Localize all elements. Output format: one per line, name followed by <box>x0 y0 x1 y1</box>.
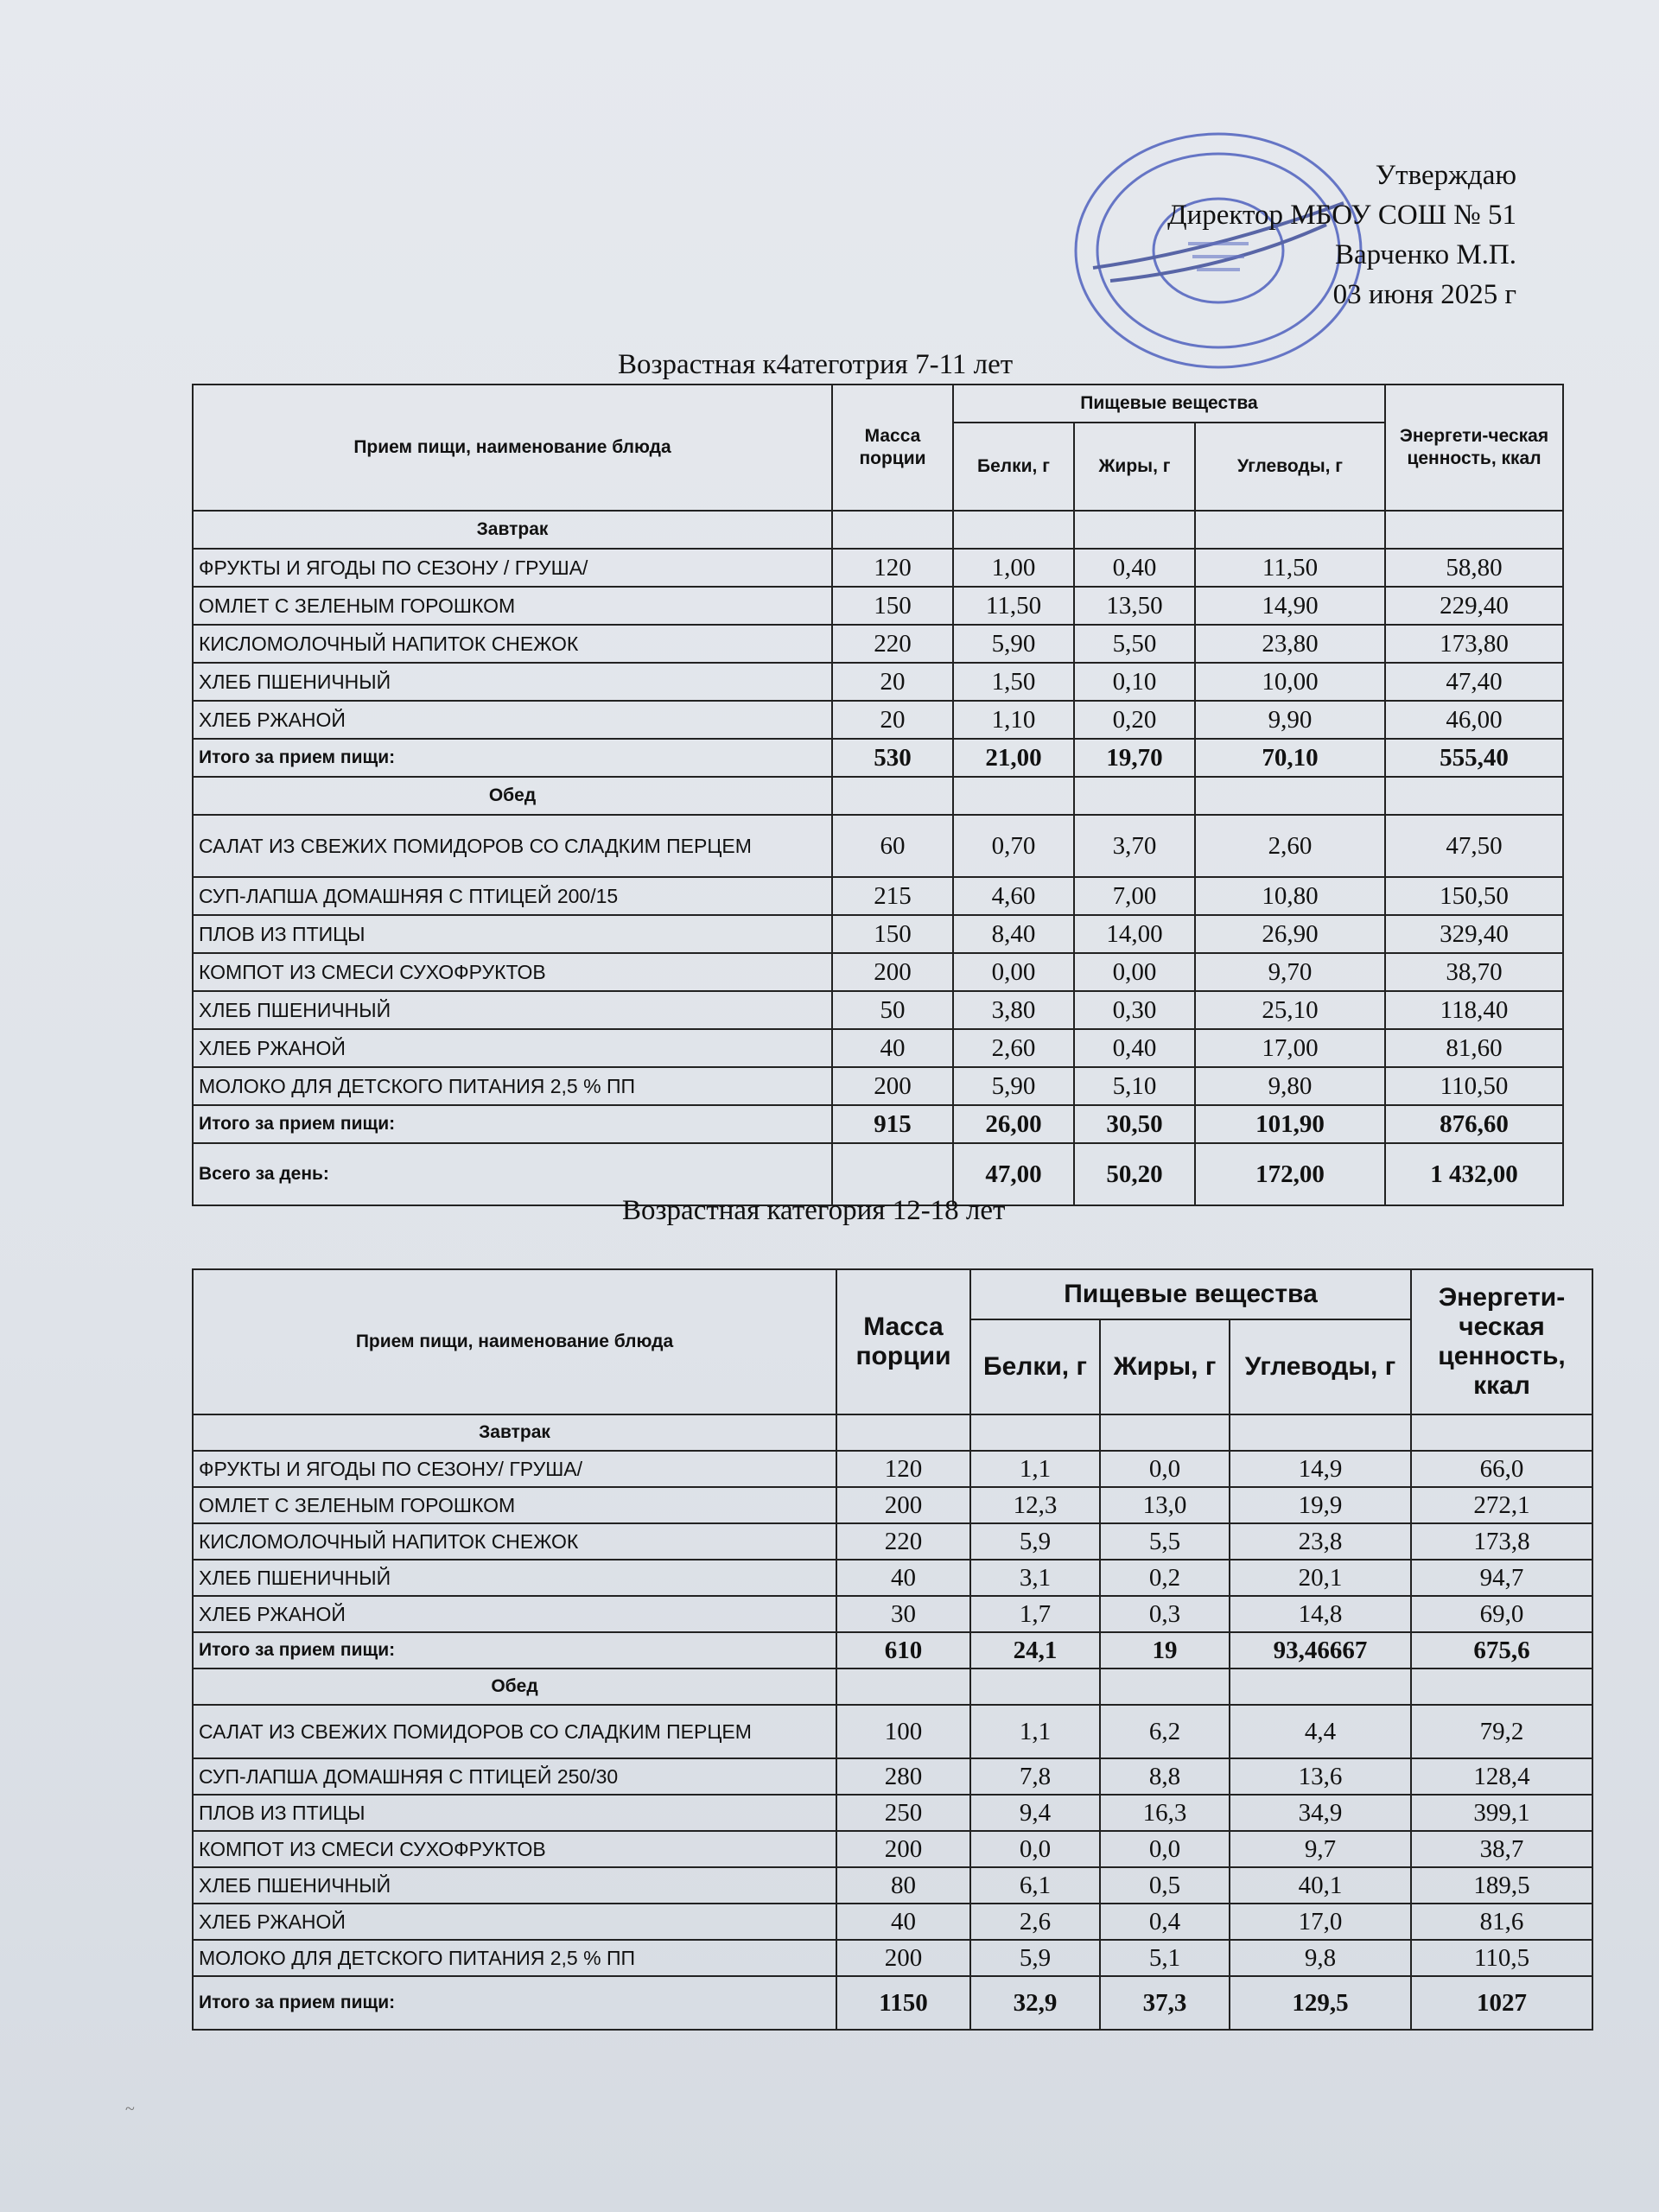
cell-mass: 100 <box>836 1705 970 1758</box>
cell-mass: 150 <box>832 587 953 625</box>
cell-protein: 2,6 <box>970 1904 1100 1940</box>
cell-fat: 0,20 <box>1074 701 1195 739</box>
cell-protein: 5,9 <box>970 1940 1100 1976</box>
table-row <box>193 1758 1592 1795</box>
table-row <box>193 587 1563 625</box>
section-label: Обед <box>193 1669 836 1705</box>
cell-protein: 3,1 <box>970 1560 1100 1596</box>
empty-cell <box>970 1414 1100 1451</box>
cell-mass: 20 <box>832 663 953 701</box>
cell-mass: 40 <box>836 1904 970 1940</box>
dish-name: ХЛЕБ ПШЕНИЧНЫЙ <box>193 1560 836 1596</box>
cell-fat: 0,0 <box>1100 1831 1230 1867</box>
dish-name: ОМЛЕТ С ЗЕЛЕНЫМ ГОРОШКОМ <box>193 1487 836 1523</box>
cell-energy: 150,50 <box>1385 877 1563 915</box>
empty-cell <box>832 777 953 815</box>
dish-name: СУП-ЛАПША ДОМАШНЯЯ С ПТИЦЕЙ 200/15 <box>193 877 832 915</box>
dish-name: МОЛОКО ДЛЯ ДЕТСКОГО ПИТАНИЯ 2,5 % ПП <box>193 1940 836 1976</box>
cell-carbs: 9,7 <box>1230 1831 1411 1867</box>
cell-protein: 1,10 <box>953 701 1074 739</box>
dish-name: ФРУКТЫ И ЯГОДЫ ПО СЕЗОНУ / ГРУША/ <box>193 549 832 587</box>
cell-protein: 1,1 <box>970 1705 1100 1758</box>
cell-carbs: 17,0 <box>1230 1904 1411 1940</box>
table-row <box>193 1451 1592 1487</box>
cell-carbs: 9,80 <box>1195 1067 1385 1105</box>
cell-fat: 37,3 <box>1100 1976 1230 2030</box>
cell-carbs: 93,46667 <box>1230 1632 1411 1669</box>
cell-fat: 50,20 <box>1074 1143 1195 1205</box>
cell-fat: 3,70 <box>1074 815 1195 877</box>
cell-mass: 610 <box>836 1632 970 1669</box>
cell-mass: 215 <box>832 877 953 915</box>
empty-cell <box>1195 511 1385 549</box>
cell-mass: 80 <box>836 1867 970 1904</box>
table-row <box>193 1867 1592 1904</box>
dish-name: КОМПОТ ИЗ СМЕСИ СУХОФРУКТОВ <box>193 1831 836 1867</box>
header-carbs: Углеводы, г <box>1195 423 1385 511</box>
cell-protein: 0,0 <box>970 1831 1100 1867</box>
cell-carbs: 10,80 <box>1195 877 1385 915</box>
table-row <box>193 877 1563 915</box>
cell-energy: 118,40 <box>1385 991 1563 1029</box>
cell-carbs: 20,1 <box>1230 1560 1411 1596</box>
cell-energy: 79,2 <box>1411 1705 1592 1758</box>
dish-name: САЛАТ ИЗ СВЕЖИХ ПОМИДОРОВ СО СЛАДКИМ ПЕРЦЕМ <box>193 1705 836 1758</box>
header-carbs: Углеводы, г <box>1230 1319 1411 1414</box>
dish-name: КИСЛОМОЛОЧНЫЙ НАПИТОК СНЕЖОК <box>193 625 832 663</box>
menu-table-7-11 <box>192 384 1564 1206</box>
cell-energy: 1 432,00 <box>1385 1143 1563 1205</box>
cell-energy: 876,60 <box>1385 1105 1563 1143</box>
cell-protein: 7,8 <box>970 1758 1100 1795</box>
cell-energy: 399,1 <box>1411 1795 1592 1831</box>
cell-energy: 173,8 <box>1411 1523 1592 1560</box>
dish-name: САЛАТ ИЗ СВЕЖИХ ПОМИДОРОВ СО СЛАДКИМ ПЕРЦЕМ <box>193 815 832 877</box>
cell-protein: 1,50 <box>953 663 1074 701</box>
cell-carbs: 14,90 <box>1195 587 1385 625</box>
cell-mass: 120 <box>832 549 953 587</box>
cell-protein: 24,1 <box>970 1632 1100 1669</box>
cell-carbs: 40,1 <box>1230 1867 1411 1904</box>
cell-fat: 30,50 <box>1074 1105 1195 1143</box>
cell-carbs: 4,4 <box>1230 1705 1411 1758</box>
cell-carbs: 19,9 <box>1230 1487 1411 1523</box>
cell-mass: 20 <box>832 701 953 739</box>
cell-fat: 0,4 <box>1100 1904 1230 1940</box>
cell-mass: 50 <box>832 991 953 1029</box>
empty-cell <box>1385 511 1563 549</box>
cell-protein: 11,50 <box>953 587 1074 625</box>
cell-carbs: 9,70 <box>1195 953 1385 991</box>
empty-cell <box>836 1414 970 1451</box>
cell-energy: 38,7 <box>1411 1831 1592 1867</box>
cell-carbs: 25,10 <box>1195 991 1385 1029</box>
table-row <box>193 1560 1592 1596</box>
section-label: Завтрак <box>193 511 832 549</box>
total-row <box>193 1976 1592 2030</box>
empty-cell <box>1074 777 1195 815</box>
cell-mass: 220 <box>832 625 953 663</box>
cell-energy: 47,40 <box>1385 663 1563 701</box>
cell-carbs: 17,00 <box>1195 1029 1385 1067</box>
cell-carbs: 10,00 <box>1195 663 1385 701</box>
cell-fat: 8,8 <box>1100 1758 1230 1795</box>
cell-energy: 47,50 <box>1385 815 1563 877</box>
table2-title: Возрастная категория 12-18 лет <box>622 1195 1006 1226</box>
cell-energy: 46,00 <box>1385 701 1563 739</box>
cell-mass: 40 <box>832 1029 953 1067</box>
cell-energy: 58,80 <box>1385 549 1563 587</box>
section-label: Обед <box>193 777 832 815</box>
cell-fat: 5,50 <box>1074 625 1195 663</box>
cell-protein: 3,80 <box>953 991 1074 1029</box>
cell-energy: 1027 <box>1411 1976 1592 2030</box>
dish-name: ФРУКТЫ И ЯГОДЫ ПО СЕЗОНУ/ ГРУША/ <box>193 1451 836 1487</box>
cell-carbs: 23,8 <box>1230 1523 1411 1560</box>
cell-protein: 5,90 <box>953 1067 1074 1105</box>
cell-mass: 200 <box>836 1831 970 1867</box>
cell-protein: 0,70 <box>953 815 1074 877</box>
cell-mass: 280 <box>836 1758 970 1795</box>
cell-carbs: 23,80 <box>1195 625 1385 663</box>
table-row <box>193 549 1563 587</box>
cell-energy: 189,5 <box>1411 1867 1592 1904</box>
cell-energy: 38,70 <box>1385 953 1563 991</box>
dish-name: ПЛОВ ИЗ ПТИЦЫ <box>193 1795 836 1831</box>
cell-fat: 7,00 <box>1074 877 1195 915</box>
approval-date: 03 июня 2025 г <box>1332 279 1516 310</box>
header-energy: Энергети-ческая ценность, ккал <box>1411 1269 1592 1414</box>
header-name: Прием пищи, наименование блюда <box>193 1269 836 1414</box>
cell-energy: 173,80 <box>1385 625 1563 663</box>
cell-carbs: 34,9 <box>1230 1795 1411 1831</box>
header-mass: Масса порции <box>832 385 953 511</box>
table-row <box>193 1904 1592 1940</box>
header-nutrients: Пищевые вещества <box>970 1269 1411 1319</box>
cell-protein: 26,00 <box>953 1105 1074 1143</box>
total-row <box>193 739 1563 777</box>
dish-name: КИСЛОМОЛОЧНЫЙ НАПИТОК СНЕЖОК <box>193 1523 836 1560</box>
empty-cell <box>953 511 1074 549</box>
cell-mass: 40 <box>836 1560 970 1596</box>
table1-title: Возрастная к4атеготрия 7-11 лет <box>618 349 1014 380</box>
cell-carbs: 9,8 <box>1230 1940 1411 1976</box>
cell-energy: 128,4 <box>1411 1758 1592 1795</box>
header-nutrients: Пищевые вещества <box>953 385 1385 423</box>
table-row <box>193 1067 1563 1105</box>
empty-cell <box>1100 1669 1230 1705</box>
cell-mass: 200 <box>836 1487 970 1523</box>
cell-fat: 0,3 <box>1100 1596 1230 1632</box>
empty-cell <box>1230 1669 1411 1705</box>
cell-fat: 0,40 <box>1074 549 1195 587</box>
section-row <box>193 777 1563 815</box>
cell-protein: 0,00 <box>953 953 1074 991</box>
cell-mass: 150 <box>832 915 953 953</box>
dish-name: ХЛЕБ РЖАНОЙ <box>193 1029 832 1067</box>
page-mark: ~ <box>125 2100 135 2119</box>
table-row <box>193 1029 1563 1067</box>
empty-cell <box>832 511 953 549</box>
cell-fat: 0,30 <box>1074 991 1195 1029</box>
cell-protein: 1,7 <box>970 1596 1100 1632</box>
empty-cell <box>970 1669 1100 1705</box>
cell-mass: 915 <box>832 1105 953 1143</box>
empty-cell <box>836 1669 970 1705</box>
cell-carbs: 11,50 <box>1195 549 1385 587</box>
cell-energy: 81,6 <box>1411 1904 1592 1940</box>
empty-cell <box>1195 777 1385 815</box>
cell-energy: 69,0 <box>1411 1596 1592 1632</box>
cell-carbs: 14,9 <box>1230 1451 1411 1487</box>
cell-fat: 13,50 <box>1074 587 1195 625</box>
table-row <box>193 1795 1592 1831</box>
cell-fat: 6,2 <box>1100 1705 1230 1758</box>
table-row <box>193 991 1563 1029</box>
cell-fat: 16,3 <box>1100 1795 1230 1831</box>
cell-protein: 9,4 <box>970 1795 1100 1831</box>
table-row <box>193 701 1563 739</box>
cell-energy: 94,7 <box>1411 1560 1592 1596</box>
cell-protein: 6,1 <box>970 1867 1100 1904</box>
cell-fat: 0,00 <box>1074 953 1195 991</box>
cell-protein: 1,00 <box>953 549 1074 587</box>
header-protein: Белки, г <box>970 1319 1100 1414</box>
cell-energy: 329,40 <box>1385 915 1563 953</box>
empty-cell <box>953 777 1074 815</box>
cell-protein: 5,9 <box>970 1523 1100 1560</box>
dish-name: ПЛОВ ИЗ ПТИЦЫ <box>193 915 832 953</box>
cell-fat: 0,0 <box>1100 1451 1230 1487</box>
empty-cell <box>1074 511 1195 549</box>
dish-name: ХЛЕБ РЖАНОЙ <box>193 1596 836 1632</box>
section-row <box>193 1669 1592 1705</box>
cell-fat: 19 <box>1100 1632 1230 1669</box>
cell-energy: 272,1 <box>1411 1487 1592 1523</box>
cell-protein: 2,60 <box>953 1029 1074 1067</box>
cell-fat: 19,70 <box>1074 739 1195 777</box>
cell-mass: 250 <box>836 1795 970 1831</box>
cell-energy: 229,40 <box>1385 587 1563 625</box>
empty-cell <box>1411 1669 1592 1705</box>
dish-name: СУП-ЛАПША ДОМАШНЯЯ С ПТИЦЕЙ 250/30 <box>193 1758 836 1795</box>
cell-mass: 200 <box>832 1067 953 1105</box>
cell-protein: 12,3 <box>970 1487 1100 1523</box>
dish-name: Итого за прием пищи: <box>193 1632 836 1669</box>
dish-name: ХЛЕБ ПШЕНИЧНЫЙ <box>193 1867 836 1904</box>
cell-mass: 120 <box>836 1451 970 1487</box>
table-row <box>193 1831 1592 1867</box>
cell-carbs: 9,90 <box>1195 701 1385 739</box>
cell-fat: 5,10 <box>1074 1067 1195 1105</box>
cell-mass: 30 <box>836 1596 970 1632</box>
cell-protein: 4,60 <box>953 877 1074 915</box>
dish-name: ХЛЕБ РЖАНОЙ <box>193 1904 836 1940</box>
empty-cell <box>1100 1414 1230 1451</box>
table-row <box>193 1705 1592 1758</box>
header-name: Прием пищи, наименование блюда <box>193 385 832 511</box>
cell-carbs: 172,00 <box>1195 1143 1385 1205</box>
dish-name: КОМПОТ ИЗ СМЕСИ СУХОФРУКТОВ <box>193 953 832 991</box>
table-row <box>193 1487 1592 1523</box>
cell-mass: 220 <box>836 1523 970 1560</box>
cell-fat: 13,0 <box>1100 1487 1230 1523</box>
dish-name: Итого за прием пищи: <box>193 1976 836 2030</box>
cell-energy: 555,40 <box>1385 739 1563 777</box>
section-row <box>193 511 1563 549</box>
empty-cell <box>1230 1414 1411 1451</box>
dish-name: Итого за прием пищи: <box>193 1105 832 1143</box>
section-row <box>193 1414 1592 1451</box>
table-row <box>193 663 1563 701</box>
approval-position: Директор МБОУ СОШ № 51 <box>1167 200 1516 231</box>
dish-name: МОЛОКО ДЛЯ ДЕТСКОГО ПИТАНИЯ 2,5 % ПП <box>193 1067 832 1105</box>
section-label: Завтрак <box>193 1414 836 1451</box>
cell-protein: 8,40 <box>953 915 1074 953</box>
dish-name: ХЛЕБ РЖАНОЙ <box>193 701 832 739</box>
menu-table-12-18 <box>192 1268 1593 2031</box>
cell-protein: 47,00 <box>953 1143 1074 1205</box>
cell-mass: 1150 <box>836 1976 970 2030</box>
empty-cell <box>1385 777 1563 815</box>
dish-name: ОМЛЕТ С ЗЕЛЕНЫМ ГОРОШКОМ <box>193 587 832 625</box>
approval-line: Утверждаю <box>1375 160 1516 191</box>
cell-carbs: 14,8 <box>1230 1596 1411 1632</box>
table-row <box>193 1523 1592 1560</box>
cell-carbs: 101,90 <box>1195 1105 1385 1143</box>
cell-carbs: 26,90 <box>1195 915 1385 953</box>
cell-fat: 0,2 <box>1100 1560 1230 1596</box>
empty-cell <box>1411 1414 1592 1451</box>
cell-mass: 530 <box>832 739 953 777</box>
dish-name: Всего за день: <box>193 1143 832 1205</box>
cell-fat: 0,10 <box>1074 663 1195 701</box>
cell-fat: 14,00 <box>1074 915 1195 953</box>
cell-energy: 110,5 <box>1411 1940 1592 1976</box>
header-energy: Энергети-ческая ценность, ккал <box>1385 385 1563 511</box>
cell-mass: 60 <box>832 815 953 877</box>
cell-fat: 0,5 <box>1100 1867 1230 1904</box>
table-row <box>193 815 1563 877</box>
cell-mass: 200 <box>836 1940 970 1976</box>
table-row <box>193 1596 1592 1632</box>
cell-carbs: 129,5 <box>1230 1976 1411 2030</box>
cell-protein: 21,00 <box>953 739 1074 777</box>
cell-carbs: 70,10 <box>1195 739 1385 777</box>
approval-signer: Варченко М.П. <box>1334 239 1516 270</box>
cell-protein: 32,9 <box>970 1976 1100 2030</box>
header-protein: Белки, г <box>953 423 1074 511</box>
cell-energy: 81,60 <box>1385 1029 1563 1067</box>
cell-energy: 110,50 <box>1385 1067 1563 1105</box>
cell-mass: 200 <box>832 953 953 991</box>
cell-energy: 66,0 <box>1411 1451 1592 1487</box>
approval-block <box>1167 156 1516 315</box>
cell-protein: 1,1 <box>970 1451 1100 1487</box>
header-mass: Масса порции <box>836 1269 970 1414</box>
total-row <box>193 1632 1592 1669</box>
cell-energy: 675,6 <box>1411 1632 1592 1669</box>
dish-name: ХЛЕБ ПШЕНИЧНЫЙ <box>193 663 832 701</box>
cell-fat: 5,5 <box>1100 1523 1230 1560</box>
table-row <box>193 1940 1592 1976</box>
dish-name: Итого за прием пищи: <box>193 739 832 777</box>
cell-protein: 5,90 <box>953 625 1074 663</box>
cell-carbs: 2,60 <box>1195 815 1385 877</box>
cell-fat: 5,1 <box>1100 1940 1230 1976</box>
total-row <box>193 1105 1563 1143</box>
dish-name: ХЛЕБ ПШЕНИЧНЫЙ <box>193 991 832 1029</box>
table-row <box>193 625 1563 663</box>
header-fat: Жиры, г <box>1100 1319 1230 1414</box>
cell-carbs: 13,6 <box>1230 1758 1411 1795</box>
header-fat: Жиры, г <box>1074 423 1195 511</box>
table-row <box>193 915 1563 953</box>
cell-fat: 0,40 <box>1074 1029 1195 1067</box>
table-row <box>193 953 1563 991</box>
